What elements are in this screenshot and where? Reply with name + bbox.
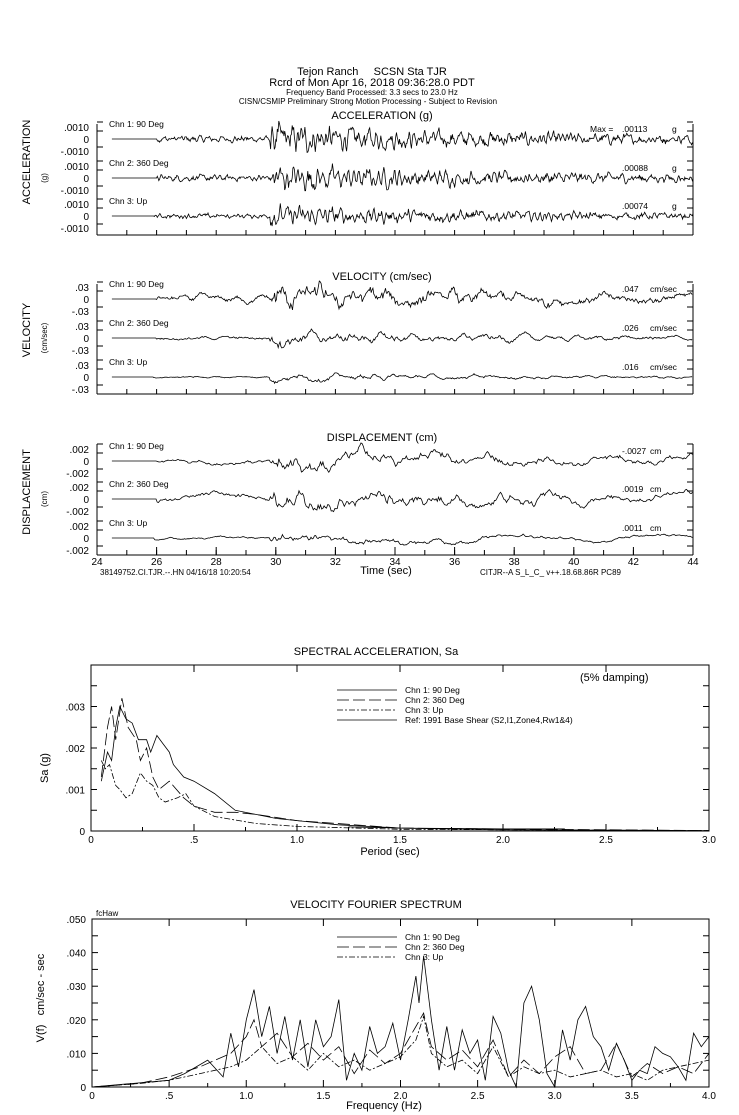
sa-x-tick-label: 2.0: [496, 835, 510, 846]
sa-note: (5% damping): [580, 672, 649, 684]
fourier-ylabel: V(f) cm/sec - sec: [35, 953, 47, 1043]
acceleration-yunit: (g): [40, 173, 49, 183]
fourier-x-tick-label: 3.5: [624, 1091, 639, 1102]
fourier-xlabel: Frequency (Hz): [346, 1100, 422, 1112]
time-axis-label: Time (sec): [360, 565, 412, 577]
sa-title: SPECTRAL ACCELERATION, Sa: [293, 646, 459, 658]
velocity-ytick-label: -.03: [71, 307, 89, 318]
peak-unit: cm: [650, 446, 662, 456]
velocity-ytick-label: -.03: [71, 385, 89, 396]
peak-unit: cm: [650, 484, 662, 494]
displacement-ytick-label: 0: [83, 457, 89, 468]
acceleration-trace-2: [112, 164, 693, 191]
velocity-trace-2: [112, 329, 692, 348]
sa-xlabel: Period (sec): [360, 846, 420, 858]
footer-right: CITJR--A S_L_C_ v++.18.68.86R PC89: [480, 568, 621, 577]
sa-series-3: [101, 761, 709, 831]
time-tick-label: 32: [329, 557, 341, 568]
peak-unit: cm/sec: [650, 323, 677, 333]
velocity-trace-1: [112, 281, 692, 310]
acceleration-ylabel: ACCELERATION: [21, 119, 33, 205]
displacement-trace-1: [112, 443, 693, 472]
fourier-y-tick-label: .010: [66, 1049, 86, 1061]
displacement-trace-3: [112, 534, 693, 545]
peak-unit: cm: [650, 523, 662, 533]
time-tick-label: 40: [568, 557, 580, 568]
acceleration-ytick-label: 0: [83, 212, 89, 223]
time-tick-label: 26: [151, 557, 163, 568]
sa-x-tick-label: 1.5: [393, 835, 407, 846]
velocity-ylabel: VELOCITY: [21, 302, 33, 358]
fourier-corner-label: fcHaw: [96, 909, 119, 918]
peak-unit: g: [672, 163, 677, 173]
fourier-x-tick-label: 2.0: [393, 1091, 408, 1102]
peak-value: .0011: [622, 523, 643, 533]
sa-legend-label: Chn 3: Up: [405, 705, 444, 715]
displacement-ytick-label: .002: [69, 445, 89, 456]
velocity-yunit: (cm/sec): [40, 322, 49, 354]
acceleration-ytick-label: -.0010: [60, 224, 89, 235]
time-tick-label: 24: [91, 557, 103, 568]
header-record: Rcrd of Mon Apr 16, 2018 09:36:28.0 PDT: [269, 77, 475, 89]
velocity-ytick-label: .03: [75, 361, 89, 372]
peak-unit: cm/sec: [650, 284, 677, 294]
displacement-ytick-label: 0: [83, 495, 89, 506]
displacement-ytick-label: .002: [69, 483, 89, 494]
velocity-ytick-label: -.03: [71, 346, 89, 357]
sa-y-tick-label: .001: [65, 785, 85, 797]
header-band: Frequency Band Processed: 3.3 secs to 23.0 Hz: [286, 88, 458, 97]
velocity-ytick-label: .03: [75, 283, 89, 294]
sa-y-tick-label: .002: [65, 744, 85, 755]
displacement-ytick-label: -.002: [66, 507, 89, 518]
velocity-trace-3: [112, 373, 692, 383]
peak-unit: cm/sec: [650, 362, 677, 372]
fourier-x-tick-label: .5: [164, 1091, 174, 1102]
peak-unit: g: [672, 201, 677, 211]
fourier-series-3: [92, 1016, 709, 1087]
velocity-ytick-label: 0: [83, 373, 89, 384]
fourier-legend-label: Chn 2: 360 Deg: [405, 942, 465, 952]
sa-x-tick-label: 1.0: [290, 835, 304, 846]
time-tick-label: 28: [210, 557, 222, 568]
sa-ylabel: Sa (g): [39, 753, 51, 783]
acceleration-ytick-label: .0010: [63, 123, 89, 134]
displacement-yunit: (cm): [40, 491, 49, 507]
sa-legend-label: Chn 1: 90 Deg: [405, 685, 460, 695]
sa-plot: [66, 665, 717, 846]
fourier-y-tick-label: .040: [66, 948, 86, 960]
time-tick-label: 30: [270, 557, 282, 568]
channel-label: Chn 3: Up: [109, 196, 148, 206]
channel-label: Chn 2: 360 Deg: [109, 158, 169, 168]
fourier-x-tick-label: 1.0: [239, 1091, 254, 1102]
acceleration-ytick-label: -.0010: [60, 186, 89, 197]
footer-left: 38149752.CI.TJR.--.HN 04/16/18 10:20:54: [100, 568, 251, 577]
displacement-ytick-label: -.002: [66, 469, 89, 480]
fourier-x-tick-label: 0: [89, 1091, 95, 1102]
displacement-ytick-label: 0: [83, 534, 89, 545]
acceleration-ytick-label: -.0010: [60, 147, 89, 158]
peak-value: -.0027: [622, 446, 647, 456]
sa-y-tick-label: .003: [65, 702, 85, 714]
acceleration-ytick-label: 0: [83, 174, 89, 185]
fourier-y-tick-label: 0: [80, 1083, 86, 1094]
channel-label: Chn 2: 360 Deg: [109, 318, 169, 328]
peak-value: .026: [622, 323, 639, 333]
sa-x-tick-label: 0: [88, 835, 94, 846]
sa-legend-label: Chn 2: 360 Deg: [405, 695, 465, 705]
fourier-y-tick-label: .020: [66, 1015, 86, 1027]
peak-value: .0019: [622, 484, 644, 494]
fourier-y-tick-label: .050: [66, 915, 86, 926]
peak-value: .00113: [622, 124, 648, 134]
fourier-legend-label: Chn 1: 90 Deg: [405, 932, 460, 942]
displacement-ytick-label: -.002: [66, 546, 89, 557]
fourier-series-1: [92, 956, 709, 1087]
acceleration-trace-3: [112, 203, 693, 226]
velocity-ytick-label: 0: [83, 295, 89, 306]
channel-label: Chn 2: 360 Deg: [109, 479, 169, 489]
channel-label: Chn 3: Up: [109, 357, 148, 367]
fourier-x-tick-label: 3.0: [547, 1091, 562, 1102]
displacement-trace-2: [112, 489, 693, 511]
displacement-title: DISPLACEMENT (cm): [326, 432, 438, 444]
max-label: Max =: [590, 124, 614, 134]
peak-value: .016: [622, 362, 639, 372]
fourier-x-tick-label: 1.5: [316, 1091, 331, 1102]
fourier-x-tick-label: 2.5: [470, 1091, 485, 1102]
peak-unit: g: [672, 124, 677, 134]
velocity-ytick-label: 0: [83, 334, 89, 345]
channel-label: Chn 3: Up: [109, 518, 148, 528]
channel-label: Chn 1: 90 Deg: [109, 279, 164, 289]
fourier-x-tick-label: 4.0: [702, 1091, 716, 1102]
sa-y-tick-label: 0: [79, 827, 85, 838]
sa-x-tick-label: .5: [189, 835, 199, 846]
fourier-legend-label: Chn 3: Up: [405, 952, 444, 962]
sa-series-1: [101, 707, 709, 831]
velocity-title: VELOCITY (cm/sec): [332, 271, 432, 283]
displacement-ylabel: DISPLACEMENT: [21, 449, 33, 535]
sa-x-tick-label: 2.5: [599, 835, 613, 846]
fourier-series-2: [92, 1013, 709, 1087]
acceleration-ytick-label: .0010: [63, 200, 89, 211]
time-tick-label: 38: [508, 557, 520, 568]
peak-value: .00088: [622, 163, 648, 173]
sa-x-tick-label: 3.0: [702, 835, 716, 846]
acceleration-ytick-label: 0: [83, 135, 89, 146]
time-tick-label: 44: [687, 557, 699, 568]
fourier-y-tick-label: .030: [66, 982, 86, 994]
displacement-ytick-label: .002: [69, 522, 89, 533]
fourier-title: VELOCITY FOURIER SPECTRUM: [290, 899, 462, 911]
time-tick-label: 42: [627, 557, 639, 568]
header-station: Tejon Ranch SCSN Sta TJR: [297, 66, 447, 78]
time-series-panels: [61, 119, 699, 568]
velocity-ytick-label: .03: [75, 322, 89, 333]
channel-label: Chn 1: 90 Deg: [109, 441, 164, 451]
acceleration-title: ACCELERATION (g): [331, 110, 433, 122]
time-tick-label: 36: [449, 557, 461, 568]
sa-frame: [91, 665, 709, 831]
peak-value: .047: [622, 284, 639, 294]
fourier-plot: [67, 915, 717, 1102]
header-notice: CISN/CSMIP Preliminary Strong Motion Processing - Subject to Revision: [238, 97, 498, 106]
peak-value: .00074: [622, 201, 648, 211]
channel-label: Chn 1: 90 Deg: [109, 119, 164, 129]
sa-legend-label: Ref: 1991 Base Shear (S2,I1,Zone4,Rw1&4): [405, 715, 573, 725]
time-tick-label: 34: [389, 557, 401, 568]
acceleration-ytick-label: .0010: [63, 162, 89, 173]
fourier-frame: [92, 919, 709, 1087]
